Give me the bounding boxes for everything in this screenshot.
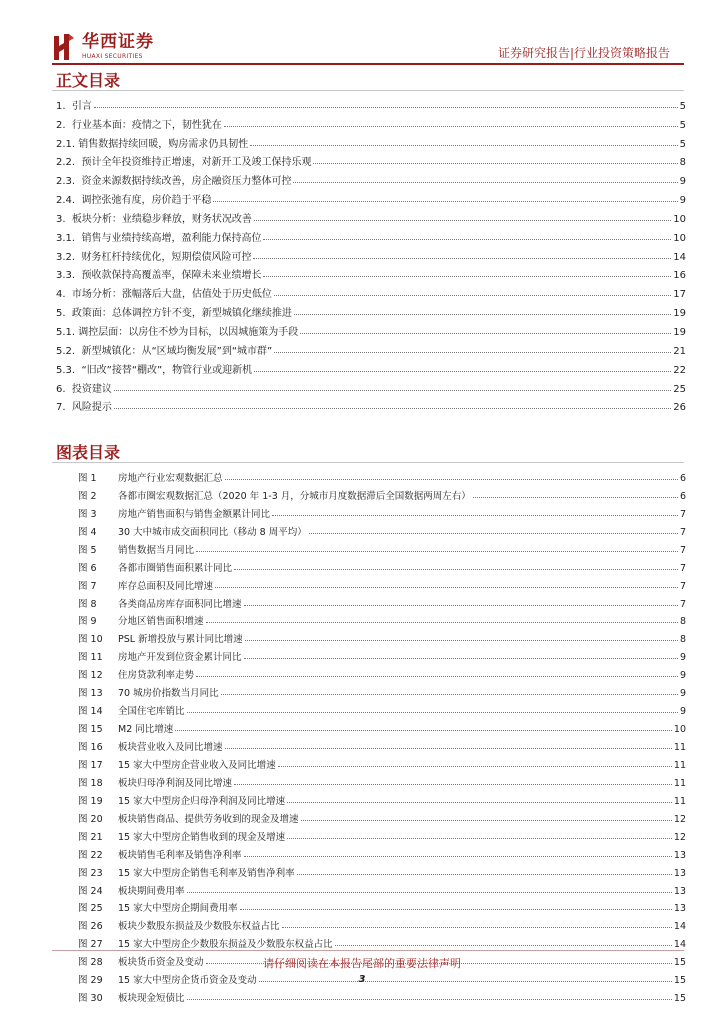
toc-entry[interactable] — [56, 150, 686, 169]
dot-leader — [240, 909, 672, 910]
entry-number: 2.3. — [56, 176, 82, 188]
dot-leader — [313, 163, 677, 164]
dot-leader — [250, 145, 677, 146]
entry-title: 预收款保持高覆盖率，保障未来业绩增长 — [81, 270, 262, 282]
entry-page: 12 — [673, 813, 686, 825]
entry-title: 库存总面积及同比增速 — [118, 580, 214, 592]
figure-entry[interactable] — [78, 897, 686, 915]
entry-title: 板块期间费用率 — [118, 885, 185, 897]
logo-chinese-name: 华西证券 — [82, 32, 154, 52]
entry-page: 7 — [679, 562, 686, 574]
toc-entry[interactable] — [56, 112, 686, 131]
entry-number: 3.2. — [56, 251, 82, 263]
entry-page: 19 — [673, 326, 686, 338]
entry-title: 板块货币资金及变动 — [118, 957, 204, 969]
logo-english-name: HUAXI SECURITIES — [82, 53, 143, 60]
entry-page: 8 — [679, 157, 686, 169]
figure-entry[interactable] — [78, 520, 686, 538]
entry-number: 5.2. — [56, 345, 82, 357]
dot-leader — [213, 201, 677, 202]
entry-page: 13 — [673, 903, 686, 915]
figure-entry[interactable] — [78, 556, 686, 574]
dot-leader — [274, 352, 671, 353]
entry-page: 7 — [679, 508, 686, 520]
entry-number: 图 26 — [78, 921, 103, 933]
entry-page: 10 — [673, 232, 686, 244]
dot-leader — [287, 838, 672, 839]
entry-number: 图 5 — [78, 544, 97, 556]
entry-title: 板块分析：业绩稳步释放，财务状况改善 — [71, 213, 252, 225]
entry-number: 图 7 — [78, 580, 97, 592]
dot-leader — [244, 605, 678, 606]
entry-title: 房地产销售面积与销售金额累计同比 — [118, 508, 271, 520]
entry-page: 21 — [673, 345, 686, 357]
dot-leader — [187, 712, 678, 713]
entry-title: 板块归母净利润及同比增速 — [118, 777, 233, 789]
dot-leader — [301, 820, 672, 821]
entry-title: 板块营业收入及同比增速 — [118, 742, 223, 753]
dot-leader — [221, 694, 678, 695]
dot-leader — [225, 748, 672, 749]
figure-entry[interactable] — [78, 843, 686, 861]
page-number: 3 — [358, 974, 366, 985]
entry-title: 房地产行业宏观数据汇总 — [118, 472, 223, 484]
dot-leader — [300, 333, 671, 334]
figure-entry[interactable] — [78, 610, 686, 628]
header-divider — [52, 63, 684, 65]
entry-title: 板块现金短债比 — [118, 993, 185, 1005]
entry-title: 15 家大中型房企归母净利润及同比增速 — [118, 795, 286, 807]
entry-title: 销售数据当月同比 — [118, 544, 195, 556]
dot-leader — [187, 892, 672, 893]
entry-page: 8 — [679, 616, 686, 628]
entry-page: 9 — [679, 652, 686, 664]
entry-title: 资金来源数据持续改善，房企融资压力整体可控 — [81, 176, 292, 188]
entry-title: 销售数据持续回暖，购房需求仍具韧性 — [78, 138, 249, 150]
entry-title: 板块销售毛利率及销售净利率 — [118, 849, 242, 861]
figure-entry[interactable] — [78, 807, 686, 825]
entry-title: 15 家大中型房企营业收入及同比增速 — [118, 759, 276, 771]
entry-page: 11 — [673, 742, 686, 753]
figure-entry[interactable] — [78, 699, 686, 717]
dot-leader — [196, 676, 678, 677]
dot-leader — [234, 569, 678, 570]
entry-number: 图 22 — [78, 849, 103, 861]
toc-entry[interactable] — [56, 225, 686, 244]
entry-title: 调控层面：以房住不炒为目标，以因城施策为手段 — [78, 326, 299, 338]
dot-leader — [224, 126, 678, 127]
figure-entry[interactable] — [78, 789, 686, 807]
dot-leader — [175, 730, 672, 731]
figure-entry[interactable] — [78, 861, 686, 879]
entry-number: 4. — [56, 289, 72, 301]
entry-number: 2.1. — [56, 138, 79, 150]
entry-number: 图 19 — [78, 795, 103, 807]
entry-number: 5.1. — [56, 326, 79, 338]
figure-entry[interactable] — [78, 627, 686, 645]
dot-leader — [114, 408, 671, 409]
toc-list — [56, 93, 686, 413]
dot-leader — [274, 295, 671, 296]
entry-number: 图 8 — [78, 598, 97, 610]
entry-page: 9 — [679, 706, 686, 718]
figure-entry[interactable] — [78, 932, 686, 950]
entry-number: 图 27 — [78, 939, 103, 951]
entry-number: 图 12 — [78, 670, 103, 682]
entry-number: 图 20 — [78, 813, 103, 825]
entry-title: 15 家大中型房企货币资金及变动 — [118, 975, 257, 987]
entry-number: 图 25 — [78, 903, 103, 915]
entry-title: 引言 — [71, 100, 92, 112]
dot-leader — [335, 945, 672, 946]
entry-number: 1. — [56, 100, 72, 112]
entry-number: 图 24 — [78, 885, 103, 897]
entry-page: 9 — [679, 688, 686, 700]
entry-title: 70 城房价指数当月同比 — [118, 688, 219, 700]
entry-number: 图 3 — [78, 508, 97, 520]
entry-page: 16 — [673, 270, 686, 282]
entry-title: 15 家大中型房企销售收到的现金及增速 — [118, 831, 286, 843]
entry-number: 2. — [56, 119, 72, 131]
entry-number: 图 14 — [78, 706, 103, 718]
entry-number: 图 4 — [78, 526, 97, 538]
entry-page: 7 — [679, 544, 686, 556]
entry-page: 22 — [673, 364, 686, 376]
entry-number: 图 28 — [78, 957, 103, 969]
figure-entry[interactable] — [78, 986, 686, 1004]
entry-number: 5. — [56, 308, 72, 320]
dot-leader — [272, 515, 678, 516]
dot-leader — [254, 371, 671, 372]
figure-entry[interactable] — [78, 663, 686, 681]
entry-page: 11 — [673, 777, 686, 789]
entry-title: 预计全年投资维持正增速，对新开工及竣工保持乐观 — [81, 157, 312, 169]
entry-page: 25 — [673, 383, 686, 395]
footer-divider — [52, 950, 684, 951]
entry-page: 14 — [673, 939, 686, 951]
toc-entry[interactable] — [56, 206, 686, 225]
figure-entry[interactable] — [78, 538, 686, 556]
entry-title: 风险提示 — [71, 402, 112, 414]
entry-title: 房地产开发到位资金累计同比 — [118, 652, 242, 664]
dot-leader — [244, 658, 678, 659]
dot-leader — [473, 497, 678, 498]
entry-page: 15 — [673, 975, 686, 987]
entry-page: 12 — [673, 831, 686, 843]
figure-entry[interactable] — [78, 502, 686, 520]
toc-entry[interactable] — [56, 131, 686, 150]
huaxi-logo — [52, 31, 154, 63]
figures-title-divider — [52, 462, 684, 463]
dot-leader — [206, 622, 678, 623]
entry-number: 图 16 — [78, 742, 103, 753]
entry-number: 3.1. — [56, 232, 82, 244]
entry-page: 26 — [673, 402, 686, 414]
entry-number: 6. — [56, 383, 72, 395]
dot-leader — [253, 258, 671, 259]
figure-entry[interactable] — [78, 592, 686, 610]
entry-title: 15 家大中型房企销售毛利率及销售净利率 — [118, 867, 295, 879]
toc-title-divider — [52, 90, 684, 91]
toc-entry[interactable] — [56, 395, 686, 414]
toc-entry[interactable] — [56, 263, 686, 282]
entry-page: 19 — [673, 308, 686, 320]
entry-page: 13 — [673, 849, 686, 861]
entry-title: M2 同比增速 — [118, 724, 174, 736]
dot-leader — [234, 784, 672, 785]
entry-title: 政策面：总体调控方针不变，新型城镇化继续推进 — [71, 308, 292, 320]
entry-number: 图 1 — [78, 472, 97, 484]
entry-page: 6 — [679, 490, 686, 502]
entry-number: 图 17 — [78, 759, 103, 771]
dot-leader — [287, 802, 672, 803]
dot-leader — [278, 766, 672, 767]
toc-entry[interactable] — [56, 93, 686, 112]
entry-title: 行业基本面：疫情之下，韧性犹在 — [71, 119, 222, 131]
entry-title: 调控张弛有度，房价趋于平稳 — [81, 195, 212, 207]
entry-page: 13 — [673, 885, 686, 897]
dot-leader — [244, 856, 672, 857]
entry-number: 图 15 — [78, 724, 103, 736]
entry-title: 30 大中城市成交面积同比（移动 8 周平均） — [118, 526, 307, 538]
entry-page: 9 — [679, 670, 686, 682]
dot-leader — [293, 182, 677, 183]
entry-title: 新型城镇化：从“区域均衡发展”到“城市群” — [81, 345, 273, 357]
entry-page: 5 — [679, 100, 686, 112]
toc-entry[interactable] — [56, 357, 686, 376]
figure-entry[interactable] — [78, 466, 686, 484]
entry-number: 图 23 — [78, 867, 103, 879]
entry-page: 13 — [673, 867, 686, 879]
entry-title: 销售与业绩持续高增，盈利能力保持高位 — [81, 232, 262, 244]
entry-number: 图 2 — [78, 490, 97, 502]
entry-page: 11 — [673, 759, 686, 771]
toc-entry[interactable] — [56, 281, 686, 300]
entry-title: 各类商品房库存面积同比增速 — [118, 598, 242, 610]
figure-entry[interactable] — [78, 645, 686, 663]
entry-page: 14 — [673, 921, 686, 933]
entry-title: 住房贷款利率走势 — [118, 670, 195, 682]
entry-number: 图 6 — [78, 562, 97, 574]
entry-page: 9 — [679, 176, 686, 188]
entry-page: 5 — [679, 119, 686, 131]
dot-leader — [263, 239, 671, 240]
entry-title: 全国住宅库销比 — [118, 706, 185, 718]
dot-leader — [294, 314, 671, 315]
figure-entry[interactable] — [78, 735, 686, 753]
entry-page: 8 — [679, 634, 686, 646]
entry-page: 11 — [673, 795, 686, 807]
entry-page: 7 — [679, 526, 686, 538]
dot-leader — [114, 390, 671, 391]
dot-leader — [254, 220, 671, 221]
entry-title: “旧改”接替“棚改”，物管行业或迎新机 — [81, 364, 253, 376]
dot-leader — [215, 587, 678, 588]
figure-entry[interactable] — [78, 484, 686, 502]
toc-entry[interactable] — [56, 376, 686, 395]
entry-number: 2.2. — [56, 157, 82, 169]
figures-list — [78, 466, 686, 1004]
toc-entry[interactable] — [56, 244, 686, 263]
dot-leader — [297, 874, 672, 875]
entry-title: PSL 新增投放与累计同比增速 — [118, 634, 243, 646]
entry-number: 2.4. — [56, 195, 82, 207]
entry-page: 9 — [679, 195, 686, 207]
toc-title: 正文目录 — [56, 71, 121, 90]
entry-number: 图 30 — [78, 993, 103, 1005]
entry-number: 3. — [56, 213, 72, 225]
toc-entry[interactable] — [56, 319, 686, 338]
entry-title: 各都市圈销售面积累计同比 — [118, 562, 233, 574]
dot-leader — [309, 533, 678, 534]
entry-title: 各都市圈宏观数据汇总（2020 年 1-3 月，分城市月度数据滞后全国数据两周左右） — [118, 490, 471, 502]
entry-number: 图 9 — [78, 616, 97, 628]
entry-page: 10 — [673, 213, 686, 225]
figure-entry[interactable] — [78, 825, 686, 843]
entry-number: 图 11 — [78, 652, 103, 664]
entry-title: 板块销售商品、提供劳务收到的现金及增速 — [118, 813, 299, 825]
dot-leader — [196, 551, 678, 552]
entry-page: 7 — [679, 580, 686, 592]
entry-page: 17 — [673, 289, 686, 301]
dot-leader — [94, 107, 678, 108]
entry-title: 15 家大中型房企少数股东损益及少数股东权益占比 — [118, 939, 333, 951]
entry-number: 图 13 — [78, 688, 103, 700]
dot-leader — [282, 927, 672, 928]
figure-entry[interactable] — [78, 681, 686, 699]
entry-page: 7 — [679, 598, 686, 610]
entry-page: 5 — [679, 138, 686, 150]
figure-entry[interactable] — [78, 717, 686, 735]
dot-leader — [225, 479, 678, 480]
entry-number: 5.3. — [56, 364, 82, 376]
toc-entry[interactable] — [56, 300, 686, 319]
entry-title: 15 家大中型房企期间费用率 — [118, 903, 238, 915]
entry-number: 图 21 — [78, 831, 103, 843]
entry-title: 财务杠杆持续优化，短期偿债风险可控 — [81, 251, 252, 263]
entry-number: 7. — [56, 402, 72, 414]
dot-leader — [263, 276, 671, 277]
entry-number: 图 29 — [78, 975, 103, 987]
toc-entry[interactable] — [56, 168, 686, 187]
toc-entry[interactable] — [56, 187, 686, 206]
huaxi-logo-icon — [52, 32, 76, 62]
dot-leader — [187, 999, 672, 1000]
dot-leader — [245, 640, 678, 641]
entry-page: 15 — [673, 957, 686, 969]
figure-entry[interactable] — [78, 574, 686, 592]
entry-title: 板块少数股东损益及少数股东权益占比 — [118, 921, 280, 933]
entry-number: 图 18 — [78, 777, 103, 789]
entry-page: 15 — [673, 993, 686, 1005]
entry-title: 投资建议 — [71, 383, 112, 395]
figure-entry[interactable] — [78, 771, 686, 789]
entry-title: 分地区销售面积增速 — [118, 616, 204, 628]
legal-notice: 请仔细阅读在本报告尾部的重要法律声明 — [263, 957, 461, 970]
figures-title: 图表目录 — [56, 443, 121, 462]
figure-entry[interactable] — [78, 879, 686, 897]
entry-page: 14 — [673, 251, 686, 263]
entry-number: 图 10 — [78, 634, 103, 646]
toc-entry[interactable] — [56, 338, 686, 357]
figure-entry[interactable] — [78, 753, 686, 771]
entry-page: 6 — [679, 472, 686, 484]
entry-number: 3.3. — [56, 270, 82, 282]
report-type-label: 证券研究报告|行业投资策略报告 — [497, 46, 670, 60]
figure-entry[interactable] — [78, 914, 686, 932]
entry-title: 市场分析：涨幅落后大盘，估值处于历史低位 — [71, 289, 272, 301]
entry-page: 10 — [673, 724, 686, 736]
